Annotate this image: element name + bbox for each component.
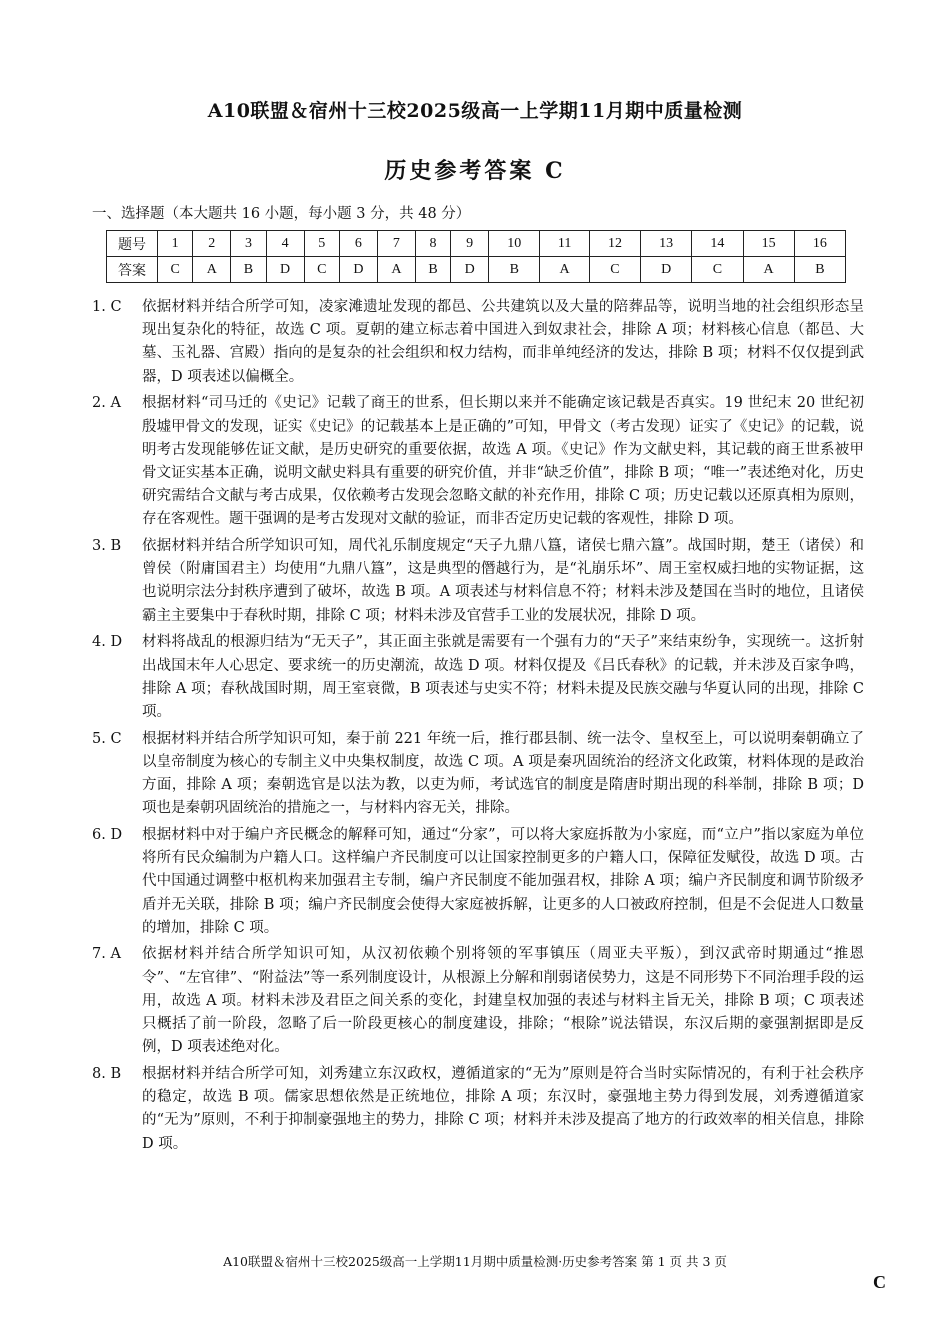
question-number: 9: [451, 231, 489, 257]
list-item: [92, 728, 864, 821]
document-title: A10联盟＆宿州十三校2025级高一上学期11月期中质量检测: [207, 100, 743, 122]
answer-cell: B: [415, 257, 450, 283]
item-text: 依据材料并结合所学知识可知，从汉初依赖个别将领的军事镇压（周亚夫平叛），到汉武帝时期通过“推恩令”、“左官律”、“附益法”等一系列制度设计，从根源上分解和削弱诸侯势力，这是不同形势下不同治理手段的运用，故选 A 项。材料未涉及君臣之间关系的变化，封建皇权加强的表述与材料主旨无关，排除 B 项；C 项表述只概括了前一阶段，忽略了后一阶段更核心的制度建设，排除；“根除”说法错误，东汉后期的豪强割据即是反例，D 项表述绝对化。: [142, 946, 864, 1056]
answer-cell: A: [377, 257, 415, 283]
list-item: [92, 824, 864, 940]
item-text: 依据材料并结合所学知识可知，周代礼乐制度规定“天子九鼎八簋，诸侯七鼎六簋”。战国时期，楚王（诸侯）和曾侯（附庸国君主）均使用“九鼎八簋”，这是典型的僭越行为，是“礼崩乐坏”、周王室权威扫地的实物证据，这也说明宗法分封秩序遭到了破坏，故选 B 项。A 项表述与材料信息不符；材料未涉及楚国在当时的地位，且诸侯霸主主要集中于春秋时期，排除 C 项；材料未涉及官营手工业的发展状况，排除 D 项。: [142, 538, 864, 624]
answer-cell: D: [641, 257, 692, 283]
answer-cell: D: [266, 257, 304, 283]
question-number: 14: [692, 231, 743, 257]
item-number: 5. C: [92, 730, 122, 747]
section-heading: 一、选择题（本大题共 16 小题，每小题 3 分，共 48 分）: [92, 206, 471, 222]
question-number: 5: [304, 231, 339, 257]
item-text: 根据材料并结合所学可知，刘秀建立东汉政权，遵循道家的“无为”原则是符合当时实际情况的，有利于社会秩序的稳定，故选 B 项。儒家思想依然是正统地位，排除 A 项；东汉时，豪强地主势力得到发展，刘秀遵循道家的“无为”原则，不利于抑制豪强地主的势力，排除 C 项；材料并未涉及提高了地方的行政效率的相关信息，排除 D 项。: [142, 1066, 864, 1152]
answer-cell: D: [451, 257, 489, 283]
answer-cell: B: [231, 257, 266, 283]
answer-cell: C: [158, 257, 193, 283]
item-text: 依据材料并结合所学可知，凌家滩遗址发现的都邑、公共建筑以及大量的陪葬品等，说明当地的社会组织形态呈现出复杂化的特征，故选 C 项。夏朝的建立标志着中国进入到奴隶社会，排除 A 项；材料核心信息（都邑、大墓、玉礼器、宫殿）指向的是复杂的社会组织和权力结构，而非单纯经济的发达，排除 B 项；材料不仅仅提到武器，D 项表述以偏概全。: [142, 299, 864, 385]
question-number: 11: [540, 231, 589, 257]
question-number: 2: [193, 231, 231, 257]
answer-cell: B: [794, 257, 845, 283]
item-number: 1. C: [92, 299, 122, 315]
question-number: 3: [231, 231, 266, 257]
answer-cell: C: [304, 257, 339, 283]
item-text: 根据材料并结合所学知识可知，秦于前 221 年统一后，推行郡县制、统一法令、皇权至上，可以说明秦朝确立了以皇帝制度为核心的专制主义中央集权制度，故选 C 项。A 项是秦巩固统治的经济文化政策，材料体现的是政治方面，排除 A 项；秦朝选官是以法为教，以吏为师，考试选官的制度是隋唐时期出现的科举制，排除 B 项；D 项也是秦朝巩固统治的措施之一，与材料内容无关，排除。: [142, 730, 864, 817]
question-number: 16: [794, 231, 845, 257]
explanation-list: [92, 296, 864, 1159]
item-text: 材料将战乱的根源归结为“无天子”，其正面主张就是需要有一个强有力的“天子”来结束纷争，实现统一。这折射出战国末年人心思定、要求统一的历史潮流，故选 D 项。材料仅提及《吕氏春秋》的记载，并未涉及百家争鸣，排除 A 项；春秋战国时期，周王室衰微，B 项表述与史实不符；材料未提及民族交融与华夏认同的出现，排除 C 项。: [142, 634, 864, 720]
item-number: 4. D: [92, 634, 123, 651]
item-text: 根据材料中对于编户齐民概念的解释可知，通过“分家”，可以将大家庭拆散为小家庭，而“立户”指以家庭为单位将所有民众编制为户籍人口。这样编户齐民制度可以让国家控制更多的户籍人口，保障征发赋役，故选 D 项。古代中国通过调整中枢机构来加强君主专制，编户齐民制度不能加强君权，排除 A 项；编户齐民制度和调节阶级矛盾并无关联，排除 B 项；编户齐民制度会使得大家庭被拆解，让更多的人口被政府控制，但是不会促进人口数量的增加，排除 C 项。: [142, 826, 864, 936]
version-mark: C: [873, 1272, 886, 1292]
question-number: 13: [641, 231, 692, 257]
item-number: 3. B: [92, 538, 122, 555]
question-number: 1: [158, 231, 193, 257]
list-item: [92, 943, 864, 1059]
answer-table: [106, 230, 846, 283]
question-number: 12: [589, 231, 640, 257]
list-item: [92, 631, 864, 724]
question-number: 15: [743, 231, 794, 257]
item-number: 7. A: [92, 946, 121, 963]
item-number: 2. A: [92, 395, 121, 412]
list-item: [92, 535, 864, 628]
answer-table-answer-row: [107, 257, 846, 283]
answer-cell: A: [540, 257, 589, 283]
question-number: 7: [377, 231, 415, 257]
question-number: 4: [266, 231, 304, 257]
question-number: 8: [415, 231, 450, 257]
row-label-number: 题号: [107, 231, 158, 257]
answer-cell: C: [692, 257, 743, 283]
question-number: 10: [489, 231, 540, 257]
list-item: [92, 392, 864, 531]
answer-cell: A: [193, 257, 231, 283]
answer-cell: C: [589, 257, 640, 283]
list-item: [92, 296, 864, 389]
page-footer: A10联盟＆宿州十三校2025级高一上学期11月期中质量检测·历史参考答案 第 1 页 共 3 页: [223, 1254, 727, 1269]
list-item: [92, 1063, 864, 1156]
answer-table-number-row: [107, 231, 846, 257]
document-subtitle: 历史参考答案 C: [384, 158, 566, 184]
item-number: 8. B: [92, 1066, 122, 1082]
row-label-answer: 答案: [107, 257, 158, 283]
item-number: 6. D: [92, 826, 123, 843]
question-number: 6: [339, 231, 377, 257]
item-text: 根据材料“司马迁的《史记》记载了商王的世系，但长期以来并不能确定该记载是否真实。19 世纪末 20 世纪初殷墟甲骨文的发现，证实《史记》的记载基本上是正确的”可知，甲骨文（考古发现）证实了《史记》的记载，说明考古发现能够佐证文献，是历史研究的重要依据，故选 A 项。《史记》作为文献史料，其记载的商王世系被甲骨文证实基本正确，说明文献史料具有重要的研究价值，并非“缺乏价值”，排除 B 项；“唯一”表述绝对化，历史研究需结合文献与考古成果，仅依赖考古发现会忽略文献的补充作用，排除 C 项；历史记载以还原真相为原则，存在客观性。题干强调的是考古发现对文献的验证，而非否定历史记载的客观性，排除 D 项。: [142, 395, 864, 528]
answer-cell: A: [743, 257, 794, 283]
answer-cell: D: [339, 257, 377, 283]
answer-cell: B: [489, 257, 540, 283]
